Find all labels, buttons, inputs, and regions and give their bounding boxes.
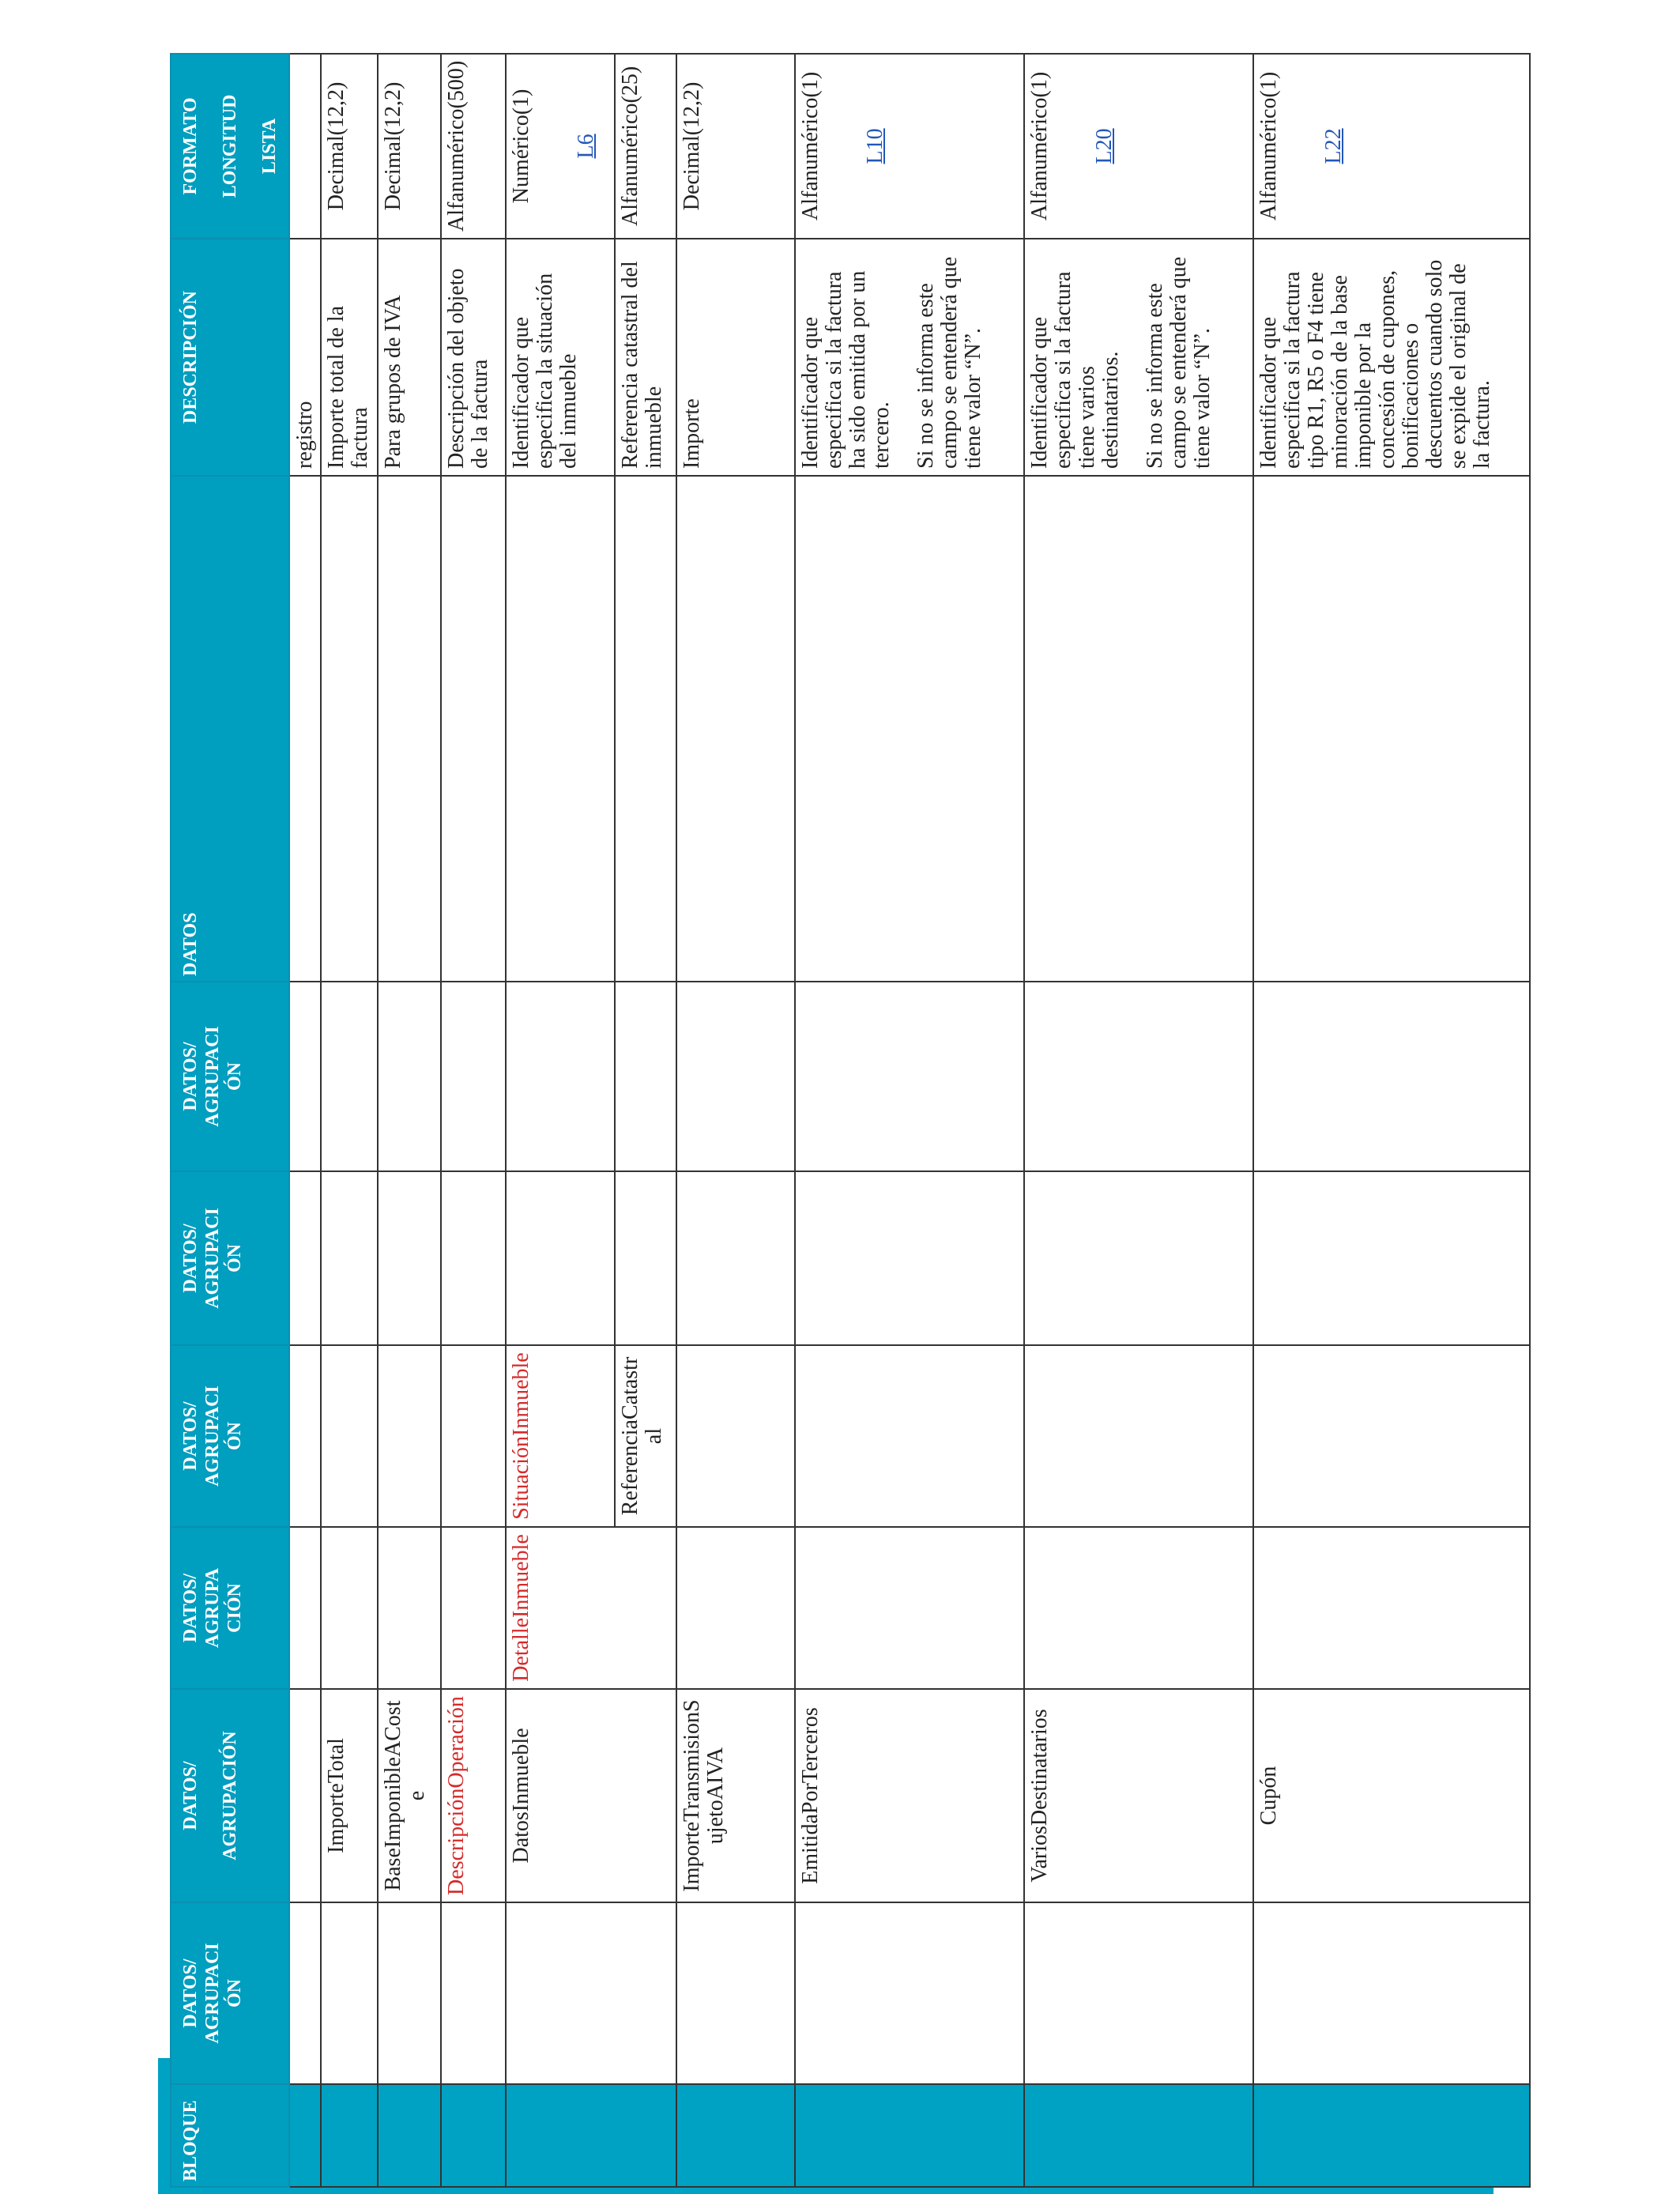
field-name-cell: DescripciónOperación — [441, 1689, 506, 1902]
lista-link-l10[interactable]: L10 — [863, 128, 887, 164]
header-descripcion: DESCRIPCIÓN — [171, 239, 289, 476]
header-datos-agrupacion-4: DATOS/ AGRUPACI ÓN — [171, 1345, 289, 1527]
field-name-cell: DatosInmueble — [506, 1689, 676, 1902]
lista-link-l20[interactable]: L20 — [1092, 128, 1117, 164]
header-datos-agrupacion-6: DATOS/ AGRUPACI ÓN — [171, 982, 289, 1171]
table-row — [506, 54, 615, 2187]
descripcion-cell: Importe — [676, 239, 795, 476]
table-header-row — [171, 54, 289, 2187]
descripcion-cell: Identificador que especifica la situación del inmueble — [506, 239, 615, 476]
descripcion-cell: registro — [289, 239, 321, 476]
formato-cell: Alfanumérico(1) L22 — [1253, 54, 1530, 239]
descripcion-cell: Importe total de la factura — [321, 239, 378, 476]
field-name-cell: ImporteTransmisionSujetoAIVA — [676, 1689, 795, 1902]
formato-cell: Numérico(1) L6 — [506, 54, 615, 239]
lista-link-l6[interactable]: L6 — [574, 134, 598, 159]
header-datos-agrupacion-1: DATOS/ AGRUPACI ÓN — [171, 1902, 289, 2084]
descripcion-cell: Descripción del objeto de la factura — [441, 239, 506, 476]
subfield-cell: SituaciónInmueble — [506, 1345, 615, 1527]
formato-cell: Alfanumérico(500) — [441, 54, 506, 239]
subfield-cell: ReferenciaCatastral — [615, 1345, 676, 1527]
rotated-page — [158, 0, 1494, 2194]
header-formato: FORMATO LONGITUD LISTA — [171, 54, 289, 239]
header-bloque: BLOQUE — [171, 2084, 289, 2187]
header-datos-agrupacion-3: DATOS/ AGRUPA CIÓN — [171, 1527, 289, 1689]
field-spec-table — [170, 53, 1531, 2188]
header-datos: DATOS — [171, 476, 289, 982]
field-name-cell: Cupón — [1253, 1689, 1530, 1902]
table-row — [441, 54, 506, 2187]
descripcion-cell: Identificador que especifica si la factura tipo R1, R5 o F4 tiene minoración de la base imponible por la concesión de cupones, bonificaciones o descuentos cuando solo se expide el original de la factura. — [1253, 239, 1530, 476]
formato-cell: Decimal(12,2) — [321, 54, 378, 239]
field-name-cell: ImporteTotal — [321, 1689, 378, 1902]
formato-cell: Decimal(12,2) — [378, 54, 441, 239]
descripcion-cell: Referencia catastral del inmueble — [615, 239, 676, 476]
field-name-cell: EmitidaPorTerceros — [795, 1689, 1024, 1902]
table-row — [676, 54, 795, 2187]
field-name-cell: BaseImponibleACoste — [378, 1689, 441, 1902]
descripcion-cell: Identificador que especifica si la factura ha sido emitida por un tercero. Si no se informa este campo se entenderá que tiene valor “N”. — [795, 239, 1024, 476]
descripcion-cell: Para grupos de IVA — [378, 239, 441, 476]
table-row — [321, 54, 378, 2187]
formato-cell: Alfanumérico(25) — [615, 54, 676, 239]
formato-cell: Decimal(12,2) — [676, 54, 795, 239]
field-name-cell: VariosDestinatarios — [1024, 1689, 1253, 1902]
table-row — [795, 54, 1024, 2187]
header-datos-agrupacion-5: DATOS/ AGRUPACI ÓN — [171, 1171, 289, 1345]
descripcion-cell: Identificador que especifica si la factura tiene varios destinatarios. Si no se informa este campo se entenderá que tiene valor “N”. — [1024, 239, 1253, 476]
table-row — [378, 54, 441, 2187]
formato-cell: Alfanumérico(1) L20 — [1024, 54, 1253, 239]
header-datos-agrupacion-2: DATOS/ AGRUPACIÓN — [171, 1689, 289, 1902]
lista-link-l22[interactable]: L22 — [1321, 128, 1346, 164]
formato-cell: Alfanumérico(1) L10 — [795, 54, 1024, 239]
table-row — [1253, 54, 1530, 2187]
table-row — [1024, 54, 1253, 2187]
subgroup-cell: DetalleInmueble — [506, 1527, 676, 1689]
table-row — [289, 54, 321, 2187]
